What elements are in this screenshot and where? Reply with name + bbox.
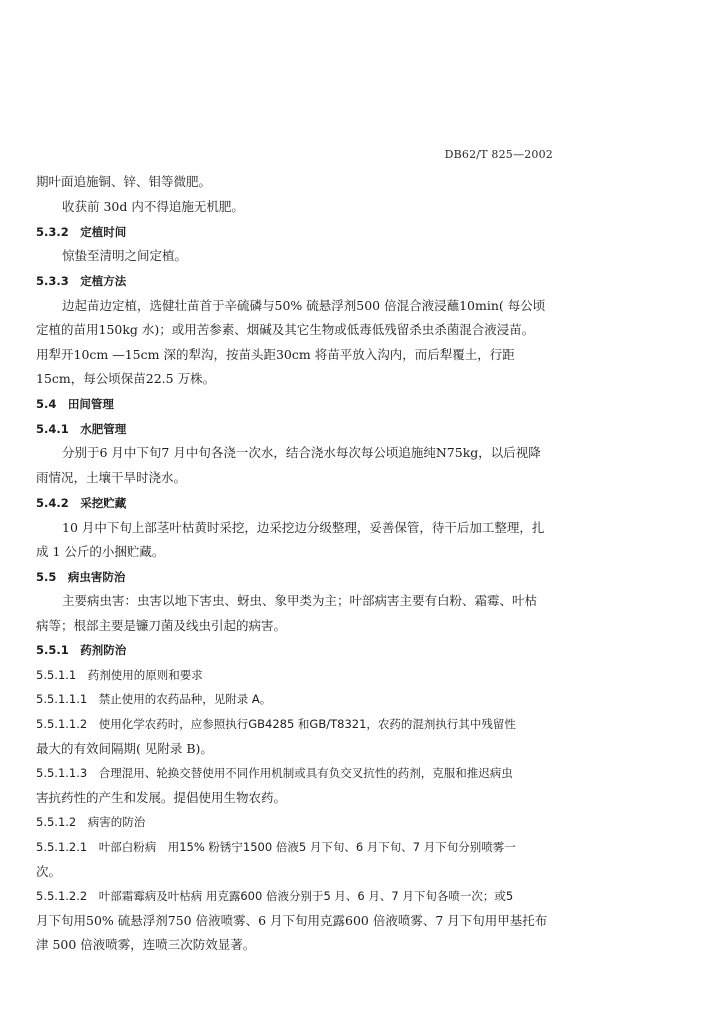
clause-line: 5.5.1.2.1 叶部白粉病 用15% 粉锈宁1500 倍液5 月下旬、6 月下旬、7 月下旬分别喷雾一	[36, 840, 516, 854]
subsection-heading: 5.5.1.1 药剂使用的原则和要求	[36, 668, 203, 682]
text-line: 定植的苗用150kg 水)；或用苦参素、烟碱及其它生物或低毒低残留杀虫杀菌混合液浸苗。	[36, 322, 535, 337]
text-line: 边起苗边定植，选健壮苗首于辛硫磷与50% 硫悬浮剂500 倍混合液浸蘸10min( 每公顷	[62, 298, 546, 313]
text-line: 病等；根部主要是镰刀菌及线虫引起的病害。	[36, 618, 287, 633]
section-heading: 5.4.2 采挖贮藏	[36, 496, 127, 510]
section-heading: 5.5.1 药剂防治	[36, 643, 127, 657]
section-heading: 5.4 田间管理	[36, 397, 114, 411]
text-line: 主要病虫害：虫害以地下害虫、蚜虫、象甲类为主；叶部病害主要有白粉、霜霉、叶枯	[62, 593, 538, 608]
text-line: 成 1 公斤的小捆贮藏。	[36, 544, 165, 559]
text-line: 雨情况，土壤干旱时浇水。	[36, 470, 187, 485]
text-line: 期叶面追施铜、锌、钼等微肥。	[36, 174, 212, 189]
text-line: 次。	[36, 864, 62, 879]
clause-line: 5.5.1.1.3 合理混用、轮换交替使用不同作用机制或具有负交叉抗性的药剂，克服和推迟病虫	[36, 766, 513, 780]
clause-line: 5.5.1.1.2 使用化学农药时，应参照执行GB4285 和GB/T8321，农药的混剂执行其中残留性	[36, 717, 516, 731]
section-heading: 5.3.3 定植方法	[36, 274, 127, 288]
text-line: 用犁开10cm —15cm 深的犁沟，按苗头距30cm 将苗平放入沟内，而后犁覆土，行距	[36, 347, 515, 362]
text-line: 收获前 30d 内不得追施无机肥。	[62, 199, 244, 214]
text-line: 10 月中下旬上部茎叶枯黄时采挖，边采挖边分级整理，妥善保管，待干后加工整理，扎	[62, 520, 545, 535]
text-line: 分别于6 月中下旬7 月中旬各浇一次水，结合浇水每次每公顷追施纯N75kg，以后视降	[62, 445, 541, 460]
text-line: 15cm，每公顷保苗22.5 万株。	[36, 371, 216, 386]
subsection-heading: 5.5.1.2 病害的防治	[36, 815, 146, 829]
clause-line: 5.5.1.2.2 叶部霜霉病及叶枯病 用克露600 倍液分别于5 月、6 月、7 月下旬各喷一次；或5	[36, 889, 514, 903]
section-heading: 5.5 病虫害防治	[36, 570, 126, 584]
text-line: 惊蛰至清明之间定植。	[62, 248, 188, 263]
text-line: 月下旬用50% 硫悬浮剂750 倍液喷雾、6 月下旬用克露600 倍液喷雾、7 月下旬用甲基托布	[36, 913, 548, 928]
text-line: 害抗药性的产生和发展。提倡使用生物农药。	[36, 790, 287, 805]
section-heading: 5.3.2 定植时间	[36, 225, 127, 239]
document-code: DB62/T 825—2002	[444, 148, 553, 161]
text-line: 最大的有效间隔期( 见附录 B)。	[36, 741, 213, 756]
section-heading: 5.4.1 水肥管理	[36, 422, 127, 436]
text-line: 津 500 倍液喷雾，连喷三次防效显著。	[36, 937, 256, 952]
clause-line: 5.5.1.1.1 禁止使用的农药品种，见附录 A。	[36, 692, 272, 706]
